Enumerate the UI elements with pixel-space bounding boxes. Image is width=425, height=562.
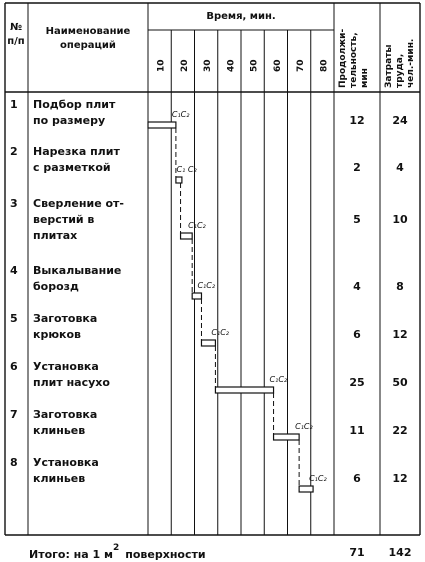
row-number: 8 — [10, 456, 18, 469]
footer-labor: 142 — [388, 546, 412, 559]
operation-name: Подбор плит — [33, 98, 116, 111]
tick-label: 40 — [226, 59, 237, 72]
header-time: Время, мин. — [206, 11, 276, 22]
schedule-bar — [148, 122, 176, 128]
header-labor-1: Затраты — [384, 44, 394, 88]
header-duration-1: Продолжи- — [338, 28, 348, 88]
header-num-sub: п/п — [7, 36, 25, 47]
tick-label: 60 — [272, 59, 283, 72]
header-name-sub: операций — [60, 40, 116, 51]
tick-label: 50 — [249, 59, 260, 72]
header-num: № — [9, 22, 23, 33]
operation-name: Выкалывание — [33, 264, 122, 277]
workers-label: C₁C₂ — [188, 221, 206, 230]
labor-value: 22 — [392, 424, 408, 437]
footer-label: Итого: на 1 $м^2$ поверхности — [29, 543, 206, 561]
labor-value: 8 — [396, 280, 404, 293]
row-number: 3 — [10, 197, 18, 210]
operation-name: Заготовка — [33, 312, 98, 325]
header-duration-2: тельность, — [349, 32, 359, 88]
operation-name: Сверление от- — [33, 197, 124, 210]
tick-label: 30 — [203, 59, 214, 72]
header-labor-3: чел.-мин. — [406, 38, 416, 88]
operation-name: с разметкой — [33, 161, 111, 174]
duration-value: 5 — [353, 213, 361, 226]
workers-label: C₁C₂ — [197, 281, 216, 290]
operation-name: клиньев — [33, 472, 86, 485]
row-number: 5 — [10, 312, 18, 325]
schedule-bar — [192, 293, 201, 299]
workers-label: C₁C₂ — [309, 474, 327, 483]
operation-name: плитах — [33, 229, 78, 242]
workers-label: C₁C₂ — [269, 375, 288, 384]
operation-name: Установка — [33, 360, 99, 373]
row-number: 1 — [10, 98, 18, 111]
labor-value: 4 — [396, 161, 404, 174]
row-number: 2 — [10, 145, 18, 158]
header-labor-2: труда, — [395, 53, 405, 88]
schedule-bar — [201, 340, 215, 346]
footer-duration: 71 — [349, 546, 365, 559]
header-name: Наименование — [45, 26, 131, 37]
workers-label: C₁C₂ — [295, 422, 313, 431]
tick-label: 10 — [156, 59, 167, 72]
labor-value: 10 — [392, 213, 408, 226]
workers-label: C₁C₂ — [171, 110, 190, 119]
schedule-bar — [176, 177, 182, 183]
operation-name: крюков — [33, 328, 82, 341]
operation-name: верстий в — [33, 213, 95, 226]
duration-value: 6 — [353, 472, 361, 485]
operation-name: плит насухо — [33, 376, 110, 389]
tick-label: 20 — [179, 59, 190, 72]
workers-label: C₁C₂ — [211, 328, 230, 337]
operation-name: клиньев — [33, 424, 86, 437]
row-number: 4 — [10, 264, 18, 277]
operation-name: Нарезка плит — [33, 145, 120, 158]
labor-value: 12 — [392, 328, 408, 341]
duration-value: 6 — [353, 328, 361, 341]
labor-value: 12 — [392, 472, 408, 485]
workers-label: C₁ C₂ — [176, 165, 197, 174]
row-number: 6 — [10, 360, 18, 373]
operation-name: Заготовка — [33, 408, 98, 421]
schedule-bars — [148, 110, 327, 492]
duration-value: 11 — [349, 424, 365, 437]
tick-labels — [157, 59, 330, 72]
labor-value: 24 — [392, 114, 408, 127]
header-duration-3: мин — [360, 68, 370, 88]
schedule-bar — [181, 233, 193, 239]
duration-value: 4 — [353, 280, 361, 293]
schedule-bar — [299, 486, 313, 492]
operation-name: борозд — [33, 280, 79, 293]
operation-rows — [10, 98, 408, 485]
row-number: 7 — [10, 408, 18, 421]
operation-name: по размеру — [33, 114, 106, 127]
schedule-bar — [215, 387, 273, 393]
schedule-bar — [274, 434, 300, 440]
duration-value: 25 — [349, 376, 365, 389]
tick-label: 80 — [319, 59, 330, 72]
labor-value: 50 — [392, 376, 408, 389]
duration-value: 12 — [349, 114, 365, 127]
tick-label: 70 — [296, 59, 307, 72]
operation-name: Установка — [33, 456, 99, 469]
duration-value: 2 — [353, 161, 361, 174]
